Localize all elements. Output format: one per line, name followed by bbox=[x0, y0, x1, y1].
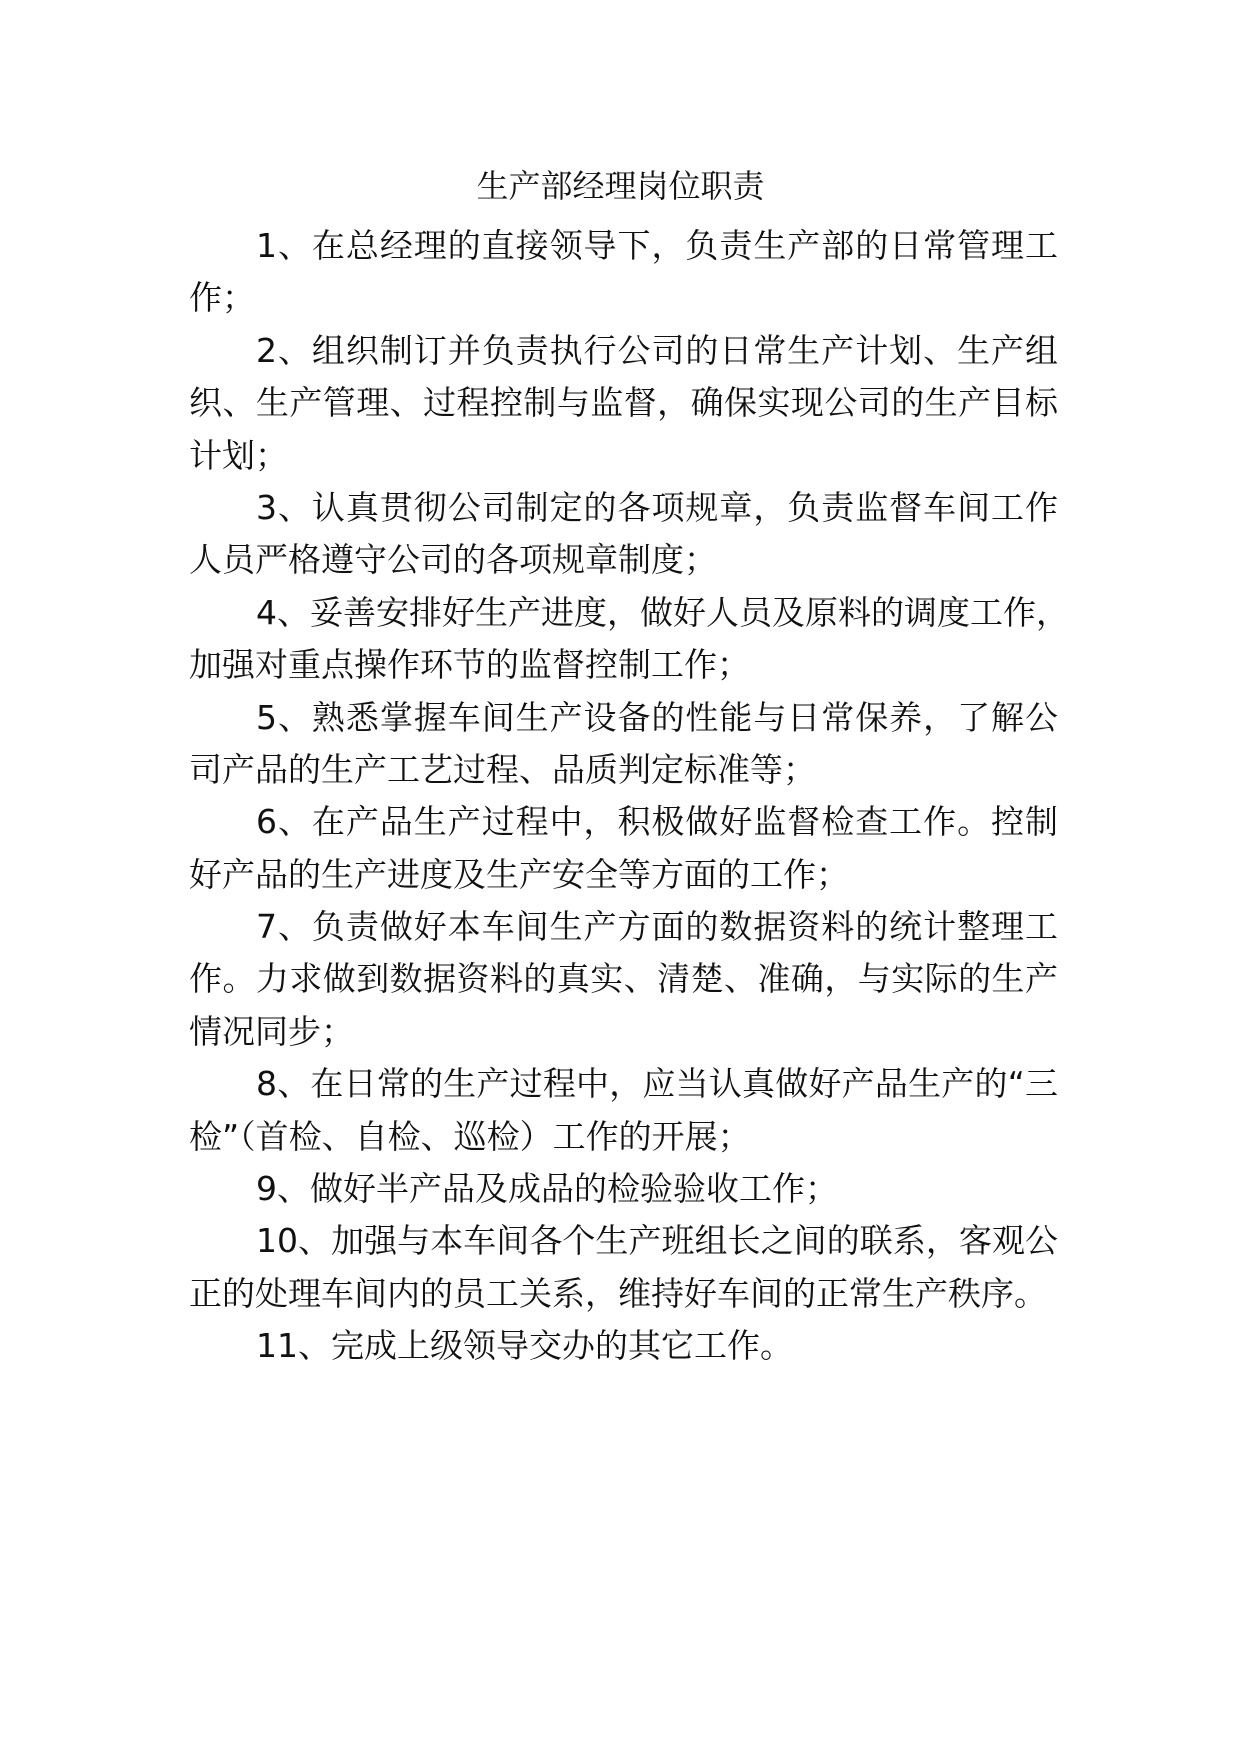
paragraph-line: 检”（首检、自检、巡检）工作的开展； bbox=[189, 1116, 751, 1156]
duty-paragraph bbox=[189, 482, 1058, 587]
paragraph-line: 计划； bbox=[189, 435, 288, 475]
paragraph-line: 10、加强与本车间各个生产班组长之间的联系，客观公 bbox=[256, 1221, 1058, 1261]
document-body bbox=[189, 220, 1069, 1373]
paragraph-line: 4、妥善安排好生产进度，做好人员及原料的调度工作， bbox=[256, 592, 1069, 632]
paragraph-line: 人员严格遵守公司的各项规章制度； bbox=[189, 540, 717, 580]
paragraph-line: 正的处理车间内的员工关系，维持好车间的正常生产秩序。 bbox=[189, 1273, 1047, 1313]
paragraph-line: 3、认真贯彻公司制定的各项规章，负责监督车间工作 bbox=[256, 487, 1058, 527]
duty-paragraph bbox=[189, 587, 1069, 692]
duty-paragraph bbox=[189, 1320, 1058, 1372]
duty-paragraph bbox=[189, 1163, 1058, 1215]
duty-paragraph bbox=[189, 901, 1058, 1058]
paragraph-line: 2、组织制订并负责执行公司的日常生产计划、生产组 bbox=[256, 330, 1058, 370]
paragraph-line: 好产品的生产进度及生产安全等方面的工作； bbox=[189, 854, 849, 894]
duty-paragraph bbox=[189, 796, 1058, 901]
duty-paragraph bbox=[189, 220, 1058, 325]
paragraph-line: 11、完成上级领导交办的其它工作。 bbox=[256, 1326, 793, 1366]
paragraph-line: 6、在产品生产过程中，积极做好监督检查工作。控制 bbox=[256, 802, 1058, 842]
paragraph-line: 织、生产管理、过程控制与监督，确保实现公司的生产目标 bbox=[189, 383, 1058, 423]
paragraph-line: 司产品的生产工艺过程、品质判定标准等； bbox=[189, 749, 816, 789]
paragraph-line: 9、做好半产品及成品的检验验收工作； bbox=[256, 1169, 838, 1209]
duty-paragraph bbox=[189, 1058, 1058, 1163]
paragraph-line: 1、在总经理的直接领导下，负责生产部的日常管理工 bbox=[256, 226, 1058, 265]
paragraph-line: 8、在日常的生产过程中，应当认真做好产品生产的“三 bbox=[256, 1064, 1058, 1104]
paragraph-line: 7、负责做好本车间生产方面的数据资料的统计整理工 bbox=[256, 907, 1058, 947]
paragraph-line: 加强对重点操作环节的监督控制工作； bbox=[189, 645, 750, 685]
duty-paragraph bbox=[189, 692, 1058, 797]
document-title: 生产部经理岗位职责 bbox=[476, 167, 765, 205]
paragraph-line: 作。力求做到数据资料的真实、清楚、准确，与实际的生产 bbox=[189, 959, 1058, 999]
duty-paragraph bbox=[189, 325, 1058, 482]
duty-paragraph bbox=[189, 1215, 1058, 1320]
paragraph-line: 5、熟悉掌握车间生产设备的性能与日常保养，了解公 bbox=[256, 697, 1058, 737]
paragraph-line: 情况同步； bbox=[189, 1011, 354, 1051]
paragraph-line: 作； bbox=[189, 278, 255, 318]
